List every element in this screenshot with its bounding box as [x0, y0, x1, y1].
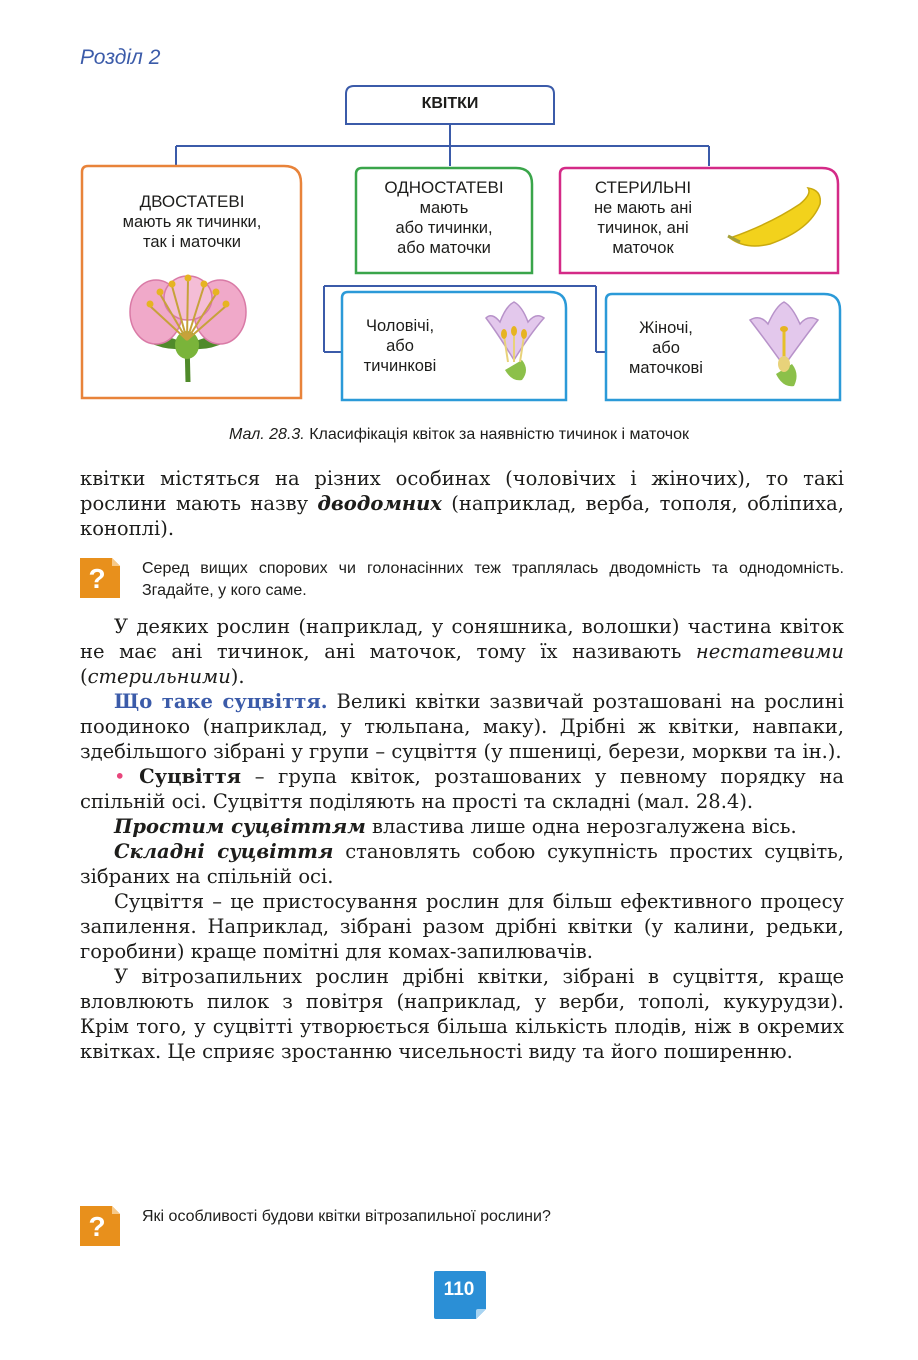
section-label: Розділ 2 [80, 46, 161, 69]
paragraph-3 [80, 689, 844, 764]
paragraph-4 [80, 764, 844, 814]
paragraph-7: Суцвіття – це пристосування рослин для більш ефективного процесу запилення. Наприклад, зібрані разом дрібні квітки (у калини, редьки, горобини) краще помітні для комах-запилювачів. [80, 890, 844, 963]
sterile-line1: не мають ані [593, 199, 693, 217]
question-block-2 [80, 1206, 844, 1250]
page-number-badge [434, 1271, 488, 1319]
male-line1: Чоловічі, [365, 317, 435, 335]
question-1-text: Серед вищих спорових чи голонасінних теж траплялась дводомність та однодомність. Згадайте, у кого саме. [142, 560, 844, 599]
root-label: КВІТКИ [421, 95, 479, 112]
para6-term: Складні суцвіття [114, 840, 334, 863]
female-line2: або [652, 339, 680, 357]
para1-text-a: квітки містяться на різних особинах (чоловічих і жіночих), то такі рослини мають назву [80, 467, 844, 515]
para2-text-b: ( [80, 665, 88, 688]
caption-label: Мал. 28.3. [229, 426, 305, 443]
svg-text:?: ? [88, 563, 106, 594]
para4-term: Суцвіття [139, 765, 242, 788]
bisexual-text [84, 192, 300, 252]
para3-text: Великі квітки зазвичай розташовані на рослині поодиноко (наприклад, у тюльпана, маку). Дрібні ж квітки, навпаки, здебільшого зібрані у групи – суцвіття (у пшениці, берези, моркви та ін.). [80, 690, 844, 763]
para2-term1: нестатевими [695, 640, 844, 663]
male-text [350, 316, 450, 376]
female-text [614, 318, 718, 378]
para5-text: властива лише одна нерозгалужена вісь. [365, 815, 797, 838]
para2-term2: стерильними [87, 665, 231, 688]
svg-text:?: ? [88, 1211, 106, 1242]
unisexual-line3: або маточки [397, 239, 491, 257]
para1-term: дводомних [317, 492, 442, 515]
paragraph-6 [80, 839, 844, 889]
para3-heading: Що таке суцвіття. [114, 690, 328, 713]
bisexual-line2: так і маточки [143, 233, 241, 251]
bullet-dot: • [114, 765, 126, 788]
female-line3: маточкові [629, 359, 703, 377]
figure-caption [0, 426, 918, 444]
main-body [80, 614, 844, 1064]
para2-text-c: ). [230, 665, 245, 688]
male-line2: або [386, 337, 414, 355]
question-mark-icon [80, 1206, 120, 1246]
unisexual-line1: мають [419, 199, 469, 217]
unisexual-line2: або тичинки, [395, 219, 493, 237]
para1-text-b: (наприклад, верба, тополя, обліпиха, коноплі). [80, 492, 844, 540]
bisexual-line1: мають як тичинки, [122, 213, 262, 231]
bisexual-title: ДВОСТАТЕВІ [139, 192, 245, 211]
question-mark-icon [80, 558, 120, 598]
question-2-text: Які особливості будови квітки вітрозапильної рослини? [142, 1208, 551, 1225]
paragraph-1 [80, 466, 844, 541]
paragraph-5 [80, 814, 844, 839]
paragraph-2 [80, 614, 844, 689]
female-line1: Жіночі, [639, 319, 693, 337]
unisexual-title: ОДНОСТАТЕВІ [384, 178, 504, 197]
sterile-line2: тичинок, ані [597, 219, 689, 237]
para6-text: становлять собою сукупність простих суцвіть, зібраних на спільній осі. [80, 840, 844, 888]
caption-text: Класифікація квіток за наявністю тичинок і маточок [309, 426, 689, 443]
paragraph-8: У вітрозапильних рослин дрібні квітки, зібрані в суцвіття, краще вловлюють пилок з повітря (наприклад, у верби, тополі, кукурудзи). Крім того, у суцвітті утворюється більша кількість плодів, ніж в окремих квітках. Це сприяє зростанню чисельності виду та його поширенню. [80, 965, 844, 1063]
unisexual-text [358, 178, 530, 258]
para2-text-a: У деяких рослин (наприклад, у соняшника, волошки) частина квіток не має ані тичинок, ані маточок, тому їх називають [80, 615, 844, 663]
question-block-1 [80, 558, 844, 604]
page-number: 110 [443, 1279, 475, 1300]
sterile-text [566, 178, 720, 258]
sterile-line3: маточок [612, 239, 674, 257]
male-line3: тичинкові [363, 357, 437, 375]
para4-text: – група квіток, розташованих у певному порядку на спільній осі. Суцвіття поділяють на прості та складні (мал. 28.4). [80, 765, 844, 813]
sterile-title: СТЕРИЛЬНІ [594, 178, 692, 197]
para5-term: Простим суцвіттям [114, 815, 366, 838]
